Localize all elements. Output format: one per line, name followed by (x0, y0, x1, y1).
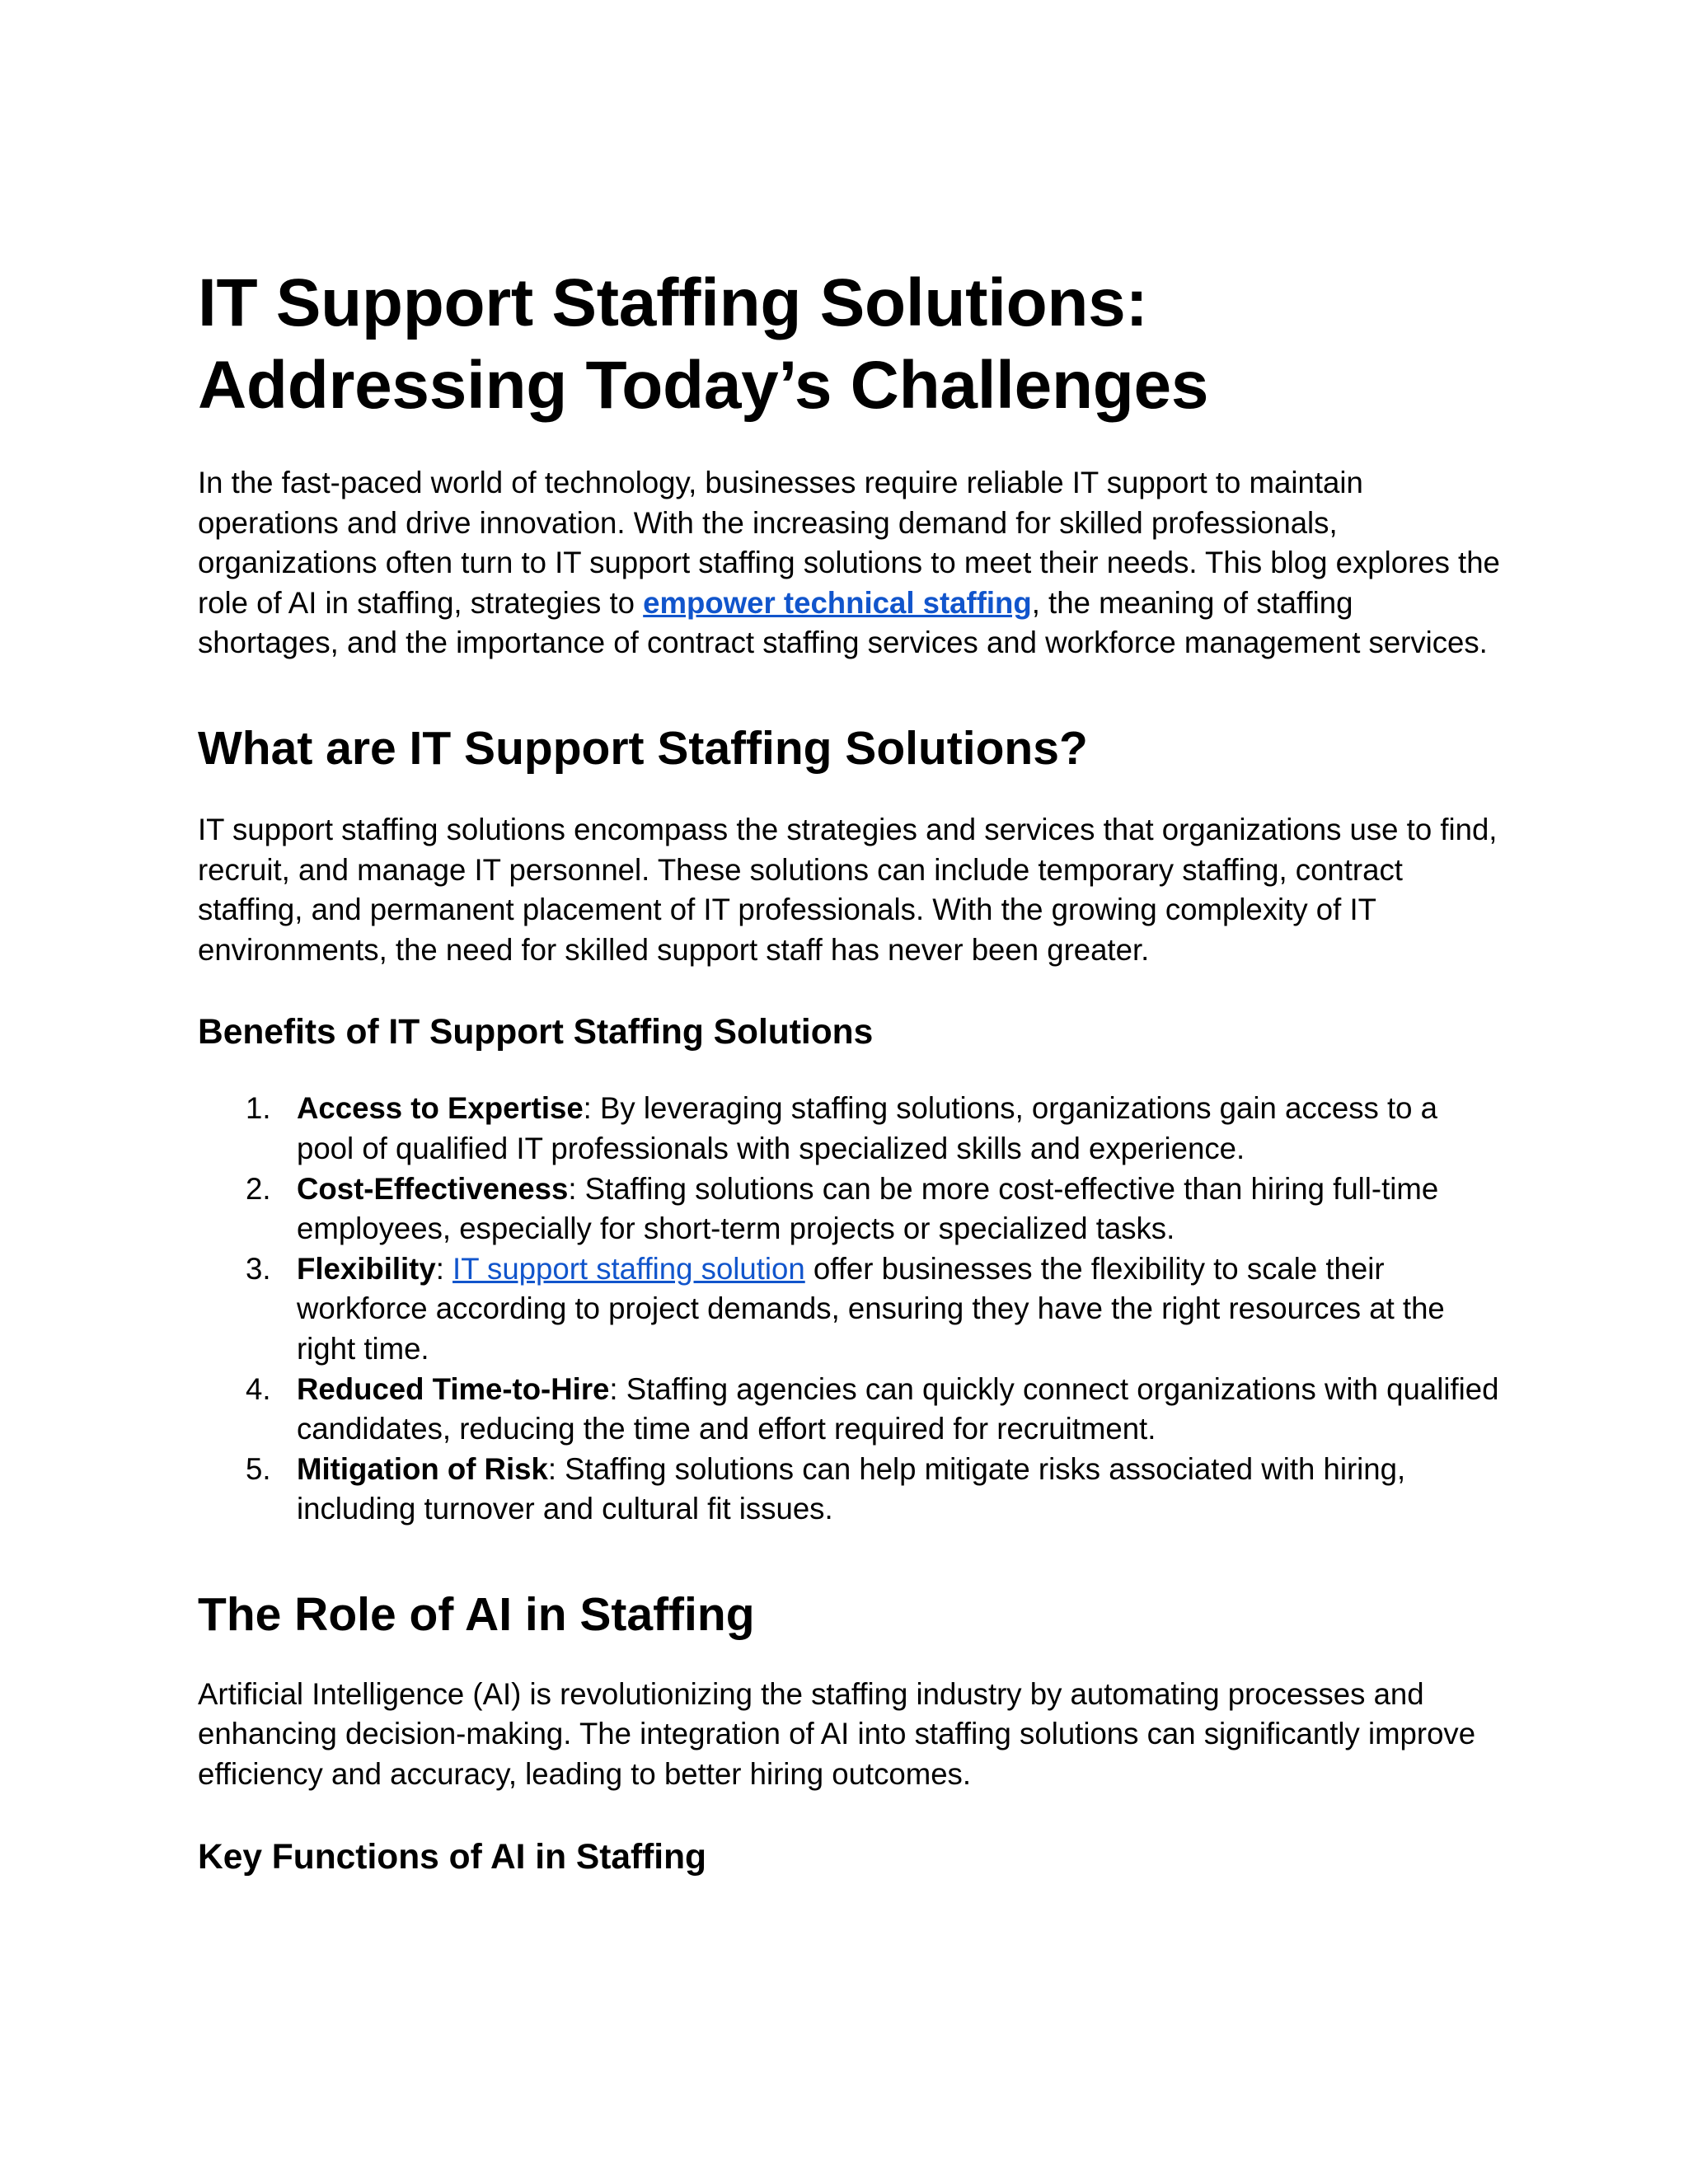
list-item-number: 4. (246, 1371, 271, 1406)
list-item-term: Access to Expertise (297, 1091, 584, 1126)
subheading-key-functions: Key Functions of AI in Staffing (198, 1837, 707, 1877)
list-item-text: : Staffing agencies can quickly connect organizations with qualified candidates, reducing the time and effort required for recruitment. (297, 1371, 1499, 1446)
list-item (198, 1450, 1500, 1530)
solutions-paragraph: IT support staffing solutions encompass the strategies and services that organizations use to find, recruit, and manage IT personnel. These solutions can include temporary staffing, contract staffing, and permanent placement of IT professionals. With the growing complexity of IT environments, the need for skilled support staff has never been greater. (198, 812, 1498, 967)
section-heading-solutions: What are IT Support Staffing Solutions? (198, 721, 1088, 775)
list-item-pre-link: : (435, 1251, 453, 1286)
it-support-staffing-solution-link[interactable]: IT support staffing solution (452, 1251, 805, 1286)
list-item (198, 1089, 1500, 1169)
list-item-term: Reduced Time-to-Hire (297, 1371, 610, 1406)
empower-technical-staffing-link[interactable]: empower technical staffing (643, 585, 1032, 620)
list-item (198, 1370, 1500, 1450)
list-item-text: : By leveraging staffing solutions, organizations gain access to a pool of qualified IT professionals with specialized skills and experience. (297, 1091, 1437, 1165)
list-item (198, 1169, 1500, 1249)
list-item-text: : Staffing solutions can be more cost-effective than hiring full-time employees, especially for short-term projects or specialized tasks. (297, 1171, 1439, 1246)
page-title: IT Support Staffing Solutions: Addressing Today’s Challenges (198, 265, 1209, 423)
benefits-list (198, 1089, 1500, 1530)
ai-paragraph: Artificial Intelligence (AI) is revolutionizing the staffing industry by automating processes and enhancing decision-making. The integration of AI into staffing solutions can significantly improve efficiency and accuracy, leading to better hiring outcomes. (198, 1676, 1476, 1792)
document-page (198, 262, 1500, 1879)
list-item-number: 3. (246, 1251, 271, 1286)
list-item-number: 5. (246, 1451, 271, 1486)
list-item-term: Cost-Effectiveness (297, 1171, 569, 1206)
list-item-number: 1. (246, 1091, 271, 1126)
intro-text-before-link: In the fast-paced world of technology, businesses require reliable IT support to maintain operations and drive innovation. With the increasing demand for skilled professionals, organizations often turn to IT support staffing solutions to meet their needs. This blog explores the role of AI in staffing, strategies to (198, 466, 1500, 620)
section-heading-ai: The Role of AI in Staffing (198, 1587, 755, 1641)
list-item-text: offer businesses the flexibility to scale their workforce according to project demands, ensuring they have the right resources at the right time. (297, 1251, 1445, 1366)
list-item-term: Flexibility (297, 1251, 436, 1286)
intro-paragraph (198, 463, 1500, 663)
subheading-benefits: Benefits of IT Support Staffing Solutions (198, 1013, 874, 1052)
list-item-text: : Staffing solutions can help mitigate risks associated with hiring, including turnover and cultural fit issues. (297, 1451, 1406, 1526)
intro-text-after-link: , the meaning of staffing shortages, and the importance of contract staffing services and workforce management services. (198, 585, 1488, 660)
list-item-number: 2. (246, 1171, 271, 1206)
list-item-term: Mitigation of Risk (297, 1451, 548, 1486)
list-item (198, 1249, 1500, 1370)
